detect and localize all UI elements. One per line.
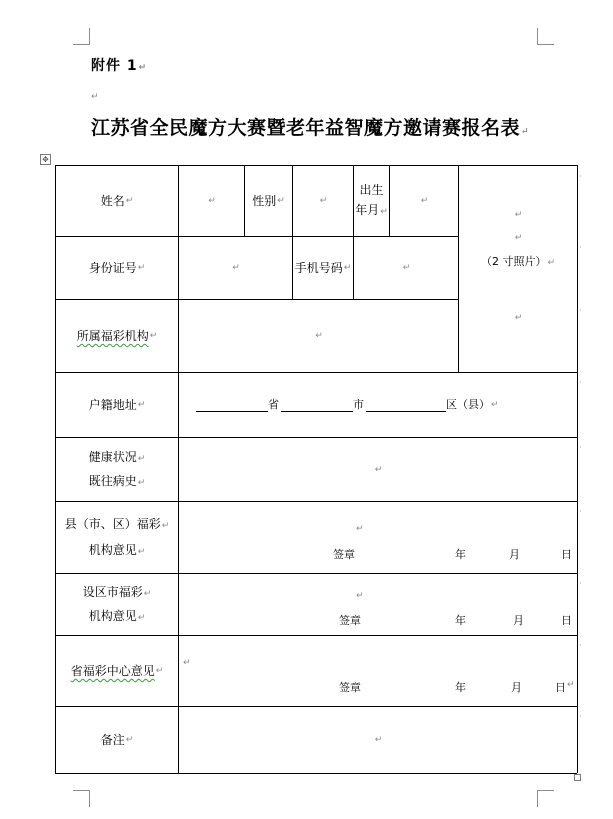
end-of-row-mark: · (579, 443, 582, 452)
birth-label (354, 166, 389, 236)
year-label: 年 (455, 614, 466, 627)
end-of-row-mark: · (579, 306, 582, 315)
gender-label: 性别 ↵ (252, 194, 285, 208)
seal-label: 签章 (339, 614, 361, 627)
document-title: 江苏省全民魔方大赛暨老年益智魔方邀请赛报名表↵ (90, 117, 530, 139)
seal-label: 签章 (339, 681, 361, 694)
id-number-label: 身份证号 ↵ (88, 261, 146, 275)
city-blank[interactable] (281, 399, 353, 412)
province-opinion-label: 省福彩中心意见 ↵ (70, 664, 164, 678)
phone-field[interactable]: ↵ (402, 263, 411, 273)
id-number-field[interactable]: ↵ (232, 263, 240, 273)
photo-box[interactable]: ↵ ↵ （2 寸照片）↵ ↵ (480, 210, 556, 323)
county-opinion-line1: 县（市、区）福彩↵ (64, 516, 170, 531)
photo-label: （2 寸照片）↵ (480, 255, 556, 268)
end-of-row-mark: · (579, 378, 582, 387)
county-opinion-field[interactable]: ↵ 签章 年 月 日 (333, 524, 572, 561)
health-label (56, 438, 178, 501)
day-label: 日 (561, 614, 572, 627)
month-label: 月 (509, 548, 520, 561)
health-label-line1: 健康状况↵ (88, 449, 146, 464)
health-label-line2: 既往病史↵ (88, 473, 146, 488)
lottery-org-field[interactable]: ↵ (315, 331, 323, 341)
lottery-org-label: 所属福彩机构 ↵ (76, 329, 158, 343)
city-opinion-label (56, 574, 178, 635)
table-border-right (577, 165, 578, 773)
district-label: 区（县） (446, 398, 490, 411)
move-cross-icon: ✥ (42, 155, 49, 164)
province-blank[interactable] (196, 399, 268, 412)
household-address-field[interactable]: 省 市 区（县） ↵ (196, 373, 576, 437)
county-opinion-label (56, 502, 178, 573)
year-label: 年 (455, 681, 466, 694)
end-of-row-mark: · (579, 712, 582, 721)
province-label: 省 (268, 398, 279, 411)
end-of-row-mark: · (579, 243, 582, 252)
city-opinion-line2: 机构意见↵ (88, 608, 146, 623)
day-label: 日 (555, 681, 566, 694)
city-opinion-line1: 设区市福彩↵ (82, 584, 152, 599)
day-label: 日 (561, 548, 572, 561)
district-blank[interactable] (366, 399, 446, 412)
health-field[interactable]: ↵ (374, 464, 383, 475)
household-address-label: 户籍地址 ↵ (88, 398, 146, 412)
remarks-label: 备注 ↵ (100, 733, 134, 747)
month-label: 月 (513, 614, 524, 627)
end-of-row-mark: · (579, 172, 582, 181)
remarks-field[interactable]: ↵ (374, 735, 383, 745)
province-opinion-field[interactable]: ↵ 签章 年 月 日 ↵ (183, 658, 575, 694)
name-label: 姓名 ↵ (100, 194, 134, 208)
attachment-label: 附件 1↵ (91, 58, 148, 74)
city-label: 市 (353, 398, 364, 411)
city-opinion-field[interactable]: ↵ 签章 年 月 日 (339, 591, 572, 627)
phone-label: 手机号码 ↵ (294, 261, 352, 275)
month-label: 月 (511, 681, 522, 694)
name-field[interactable]: ↵ (208, 196, 216, 206)
county-opinion-line2: 机构意见↵ (88, 542, 146, 557)
birth-label-line1: 出生 (359, 183, 384, 197)
paragraph-mark: ↵ (91, 92, 99, 102)
seal-label: 签章 (333, 548, 355, 561)
gender-field[interactable]: ↵ (319, 196, 328, 206)
birth-label-line2: 年月↵ (355, 203, 388, 217)
end-of-row-mark: · (579, 641, 582, 650)
year-label: 年 (455, 548, 466, 561)
birth-field[interactable]: ↵ (420, 196, 429, 206)
end-of-row-mark: · (579, 579, 582, 588)
table-border-bottom (55, 773, 577, 774)
end-of-row-mark: · (579, 507, 582, 516)
table-resize-handle[interactable] (574, 774, 581, 781)
